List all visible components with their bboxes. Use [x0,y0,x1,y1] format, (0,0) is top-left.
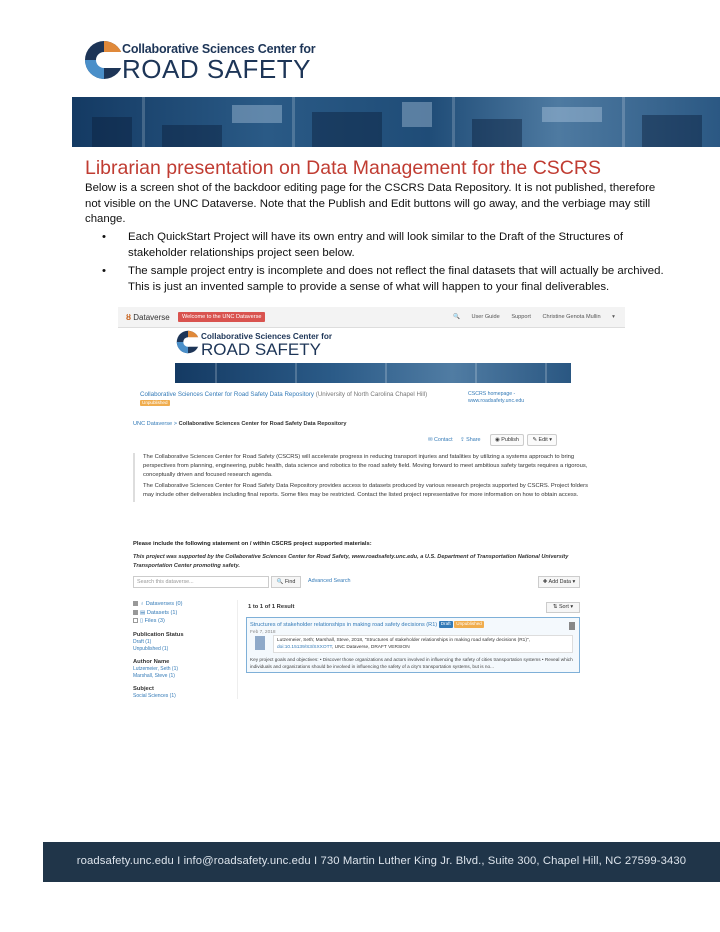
author-name-heading: Author Name [133,658,170,665]
dataverse-brand[interactable] [126,313,170,322]
inner-logo-line2: ROAD SAFETY [201,340,321,359]
dataverse-navbar [118,307,625,328]
cscrs-logo-mark-icon [82,38,126,82]
results-count: 1 to 1 of 1 Result [248,604,295,610]
sort-icon: ⇅ [552,604,558,610]
facet-datasets-label: Datasets (1) [146,609,178,616]
nav-links [443,314,615,320]
find-button[interactable] [271,576,301,588]
repository-description [133,453,593,502]
user-guide-link[interactable]: User Guide [471,314,500,320]
footer-contact-text: roadsafety.unc.edu I info@roadsafety.unc.edu I 730 Martin Luther King Jr. Blvd., Suite 300, Chapel Hill, NC 27599-3430 [76,855,687,867]
checkbox-icon[interactable] [133,601,138,606]
bullet-list [100,230,670,298]
bullet-text: Each QuickStart Project will have its own entry and will look similar to the Draft of the Structures of stakeholder relationships project seen below. [128,231,624,259]
edit-label: Edit [538,437,548,443]
advanced-search-link[interactable]: Advanced Search [308,578,351,584]
checkbox-icon[interactable] [133,618,138,623]
homepage-url[interactable]: www.roadsafety.unc.edu [468,398,525,405]
chevron-down-icon: ▾ [570,604,574,610]
share-icon: ⇪ [460,437,465,443]
citation-tail: , UNC Dataverse, DRAFT VERSION [331,645,410,650]
homepage-label: CSCRS homepage - [468,391,516,397]
list-item [100,230,670,261]
logo-line2: ROAD SAFETY [122,54,311,84]
facet-author-2[interactable]: Marshall, Steve (1) [133,672,175,679]
facet-sidebar [133,600,238,699]
globe-icon: ◉ [495,437,500,443]
sort-label: Sort [558,604,569,610]
bullet-text: The sample project entry is incomplete and does not reflect the final datasets that will actually be archived. This is just an invented sample to provide a sense of what will happen to your final deliverables. [128,265,664,293]
intro-paragraph: Below is a screen shot of the backdoor editing page for the CSCRS Data Repository. It is not published, therefore not visible on the UNC Dataverse. Note that the Publish and Edit buttons will go away, and the verbiage may still change. [85,182,656,226]
statement-heading: Please include the following statement on / within CSCRS project supported materials: [133,541,372,547]
dataverse-screenshot [118,307,625,699]
result-citation [273,635,573,653]
result-date: Feb 7, 2018 [250,630,276,635]
result-description: Key project goals and objectives: • Discover those organizations and actors involved in influencing the safety of cities transportation systems • Reveal which individuals and organizations should be involved in influencing the safety of a city's transportation systems, but is no... [250,657,573,669]
edit-button[interactable] [527,434,557,446]
sort-button[interactable] [546,602,580,613]
chevron-down-icon: ▾ [610,314,615,320]
statement-body: This project was supported by the Collaborative Sciences Center for Road Safety, www.roadsafety.unc.edu, a U.S. Department of Transportation National University Transportation Center promoting safety. [133,554,569,569]
cscrs-logo [82,38,316,88]
page-title: Librarian presentation on Data Management for the CSCRS [85,157,601,179]
chevron-down-icon: ▾ [572,579,576,585]
description-paragraph-1: The Collaborative Sciences Center for Road Safety (CSCRS) will accelerate progress in reducing transport injuries and fatalities by utilizing a systems approach to bring perspectives from planning, engineering, public health, data science and robotics to the road safety field. Moving forward to meet ambitious safety targets requires a rigorous, conceptually driven and focused research agenda. [143,454,588,478]
facet-files[interactable] [133,617,237,626]
dataset-type-icon [569,622,575,630]
file-icon: ▯ [140,618,145,624]
search-icon[interactable]: 🔍 [452,314,460,320]
breadcrumb [133,421,346,427]
description-paragraph-2: The Collaborative Sciences Center for Road Safety Data Repository provides access to datasets produced by various research projects supported by CSCRS. Project folders may include other deliverables including final reports. Some files may be restricted. Contact the listed project representative for more information on how to obtain access. [143,483,588,498]
facet-author-1[interactable]: Lutzemeier, Seth (1) [133,665,179,672]
breadcrumb-separator: > [173,421,179,427]
plus-icon: ✚ [542,579,548,585]
homepage-link[interactable] [468,391,578,405]
unpublished-badge: Unpublished [142,399,168,405]
inner-cscrs-logo [175,329,333,363]
citation-text: Lutzemeier, Seth; Marshall, Steve, 2018, "Structures of stakeholder relationships in making road safety decisions (R1)", [277,638,530,643]
search-icon: 🔍 [276,579,284,585]
dataset-icon: ▤ [140,609,147,616]
find-label: Find [284,579,296,585]
support-link[interactable]: Support [511,314,531,320]
result-card[interactable] [246,617,580,673]
user-menu[interactable]: Christine Genota Mullin [542,314,601,320]
add-data-button[interactable] [538,576,580,588]
facet-files-label: Files (3) [144,618,165,624]
publication-status-heading: Publication Status [133,631,184,638]
repository-title [140,391,440,408]
facet-datasets[interactable] [133,609,237,618]
chevron-down-icon: ▾ [549,437,552,443]
publish-button[interactable] [490,434,524,446]
bullet-icon: • [102,265,106,278]
search-input[interactable]: Search this dataverse... [133,576,269,588]
envelope-icon: ✉ [428,437,433,443]
share-label: Share [466,437,481,443]
inner-banner [175,363,571,383]
add-data-label: Add Data [548,579,571,585]
inner-logo-line1: Collaborative Sciences Center for [201,332,333,341]
repository-title-link[interactable]: Collaborative Sciences Center for Road Safety Data Repository [140,391,315,398]
bullet-icon: • [102,231,106,243]
cscrs-logo-mark-icon [175,329,201,355]
result-title-row [250,621,576,629]
repository-affiliation: (University of North Carolina Chapel Hill) [315,391,428,398]
subject-heading: Subject [133,685,154,692]
dataverse-logo-icon: ȣ [126,313,132,322]
result-title-link[interactable]: Structures of stakeholder relationships in making road safety decisions (R1) [250,622,438,628]
dataverse-icon: ♁ [140,601,146,607]
facet-unpublished[interactable]: Unpublished (1) [133,645,169,652]
breadcrumb-root[interactable]: UNC Dataverse [133,421,173,427]
share-button[interactable] [460,437,480,443]
action-bar [428,434,557,446]
page-footer [43,842,720,882]
checkbox-icon[interactable] [133,610,138,615]
facet-dataverses-label: Dataverses (0) [145,601,183,607]
draft-badge: Draft [440,621,451,627]
dataset-thumbnail-icon [255,636,265,650]
contact-label: Contact [434,437,453,443]
pencil-icon: ✎ [532,437,537,443]
header-banner [72,97,720,147]
breadcrumb-current: Collaborative Sciences Center for Road Safety Data Repository [178,421,347,427]
list-item [100,264,670,295]
facet-draft[interactable]: Draft (1) [133,638,152,645]
welcome-badge: Welcome to the UNC Dataverse [178,312,265,322]
logo-line1: Collaborative Sciences Center for [122,42,316,56]
unpublished-badge: Unpublished [456,621,482,627]
publish-label: Publish [501,437,519,443]
facet-subject-1[interactable]: Social Sciences (1) [133,692,176,699]
doi-link[interactable]: doi:10.15139/S3/SXXOTT [277,645,332,650]
dataverse-brand-label: Dataverse [133,313,170,322]
facet-dataverses[interactable] [133,600,237,609]
contact-button[interactable] [428,437,453,443]
